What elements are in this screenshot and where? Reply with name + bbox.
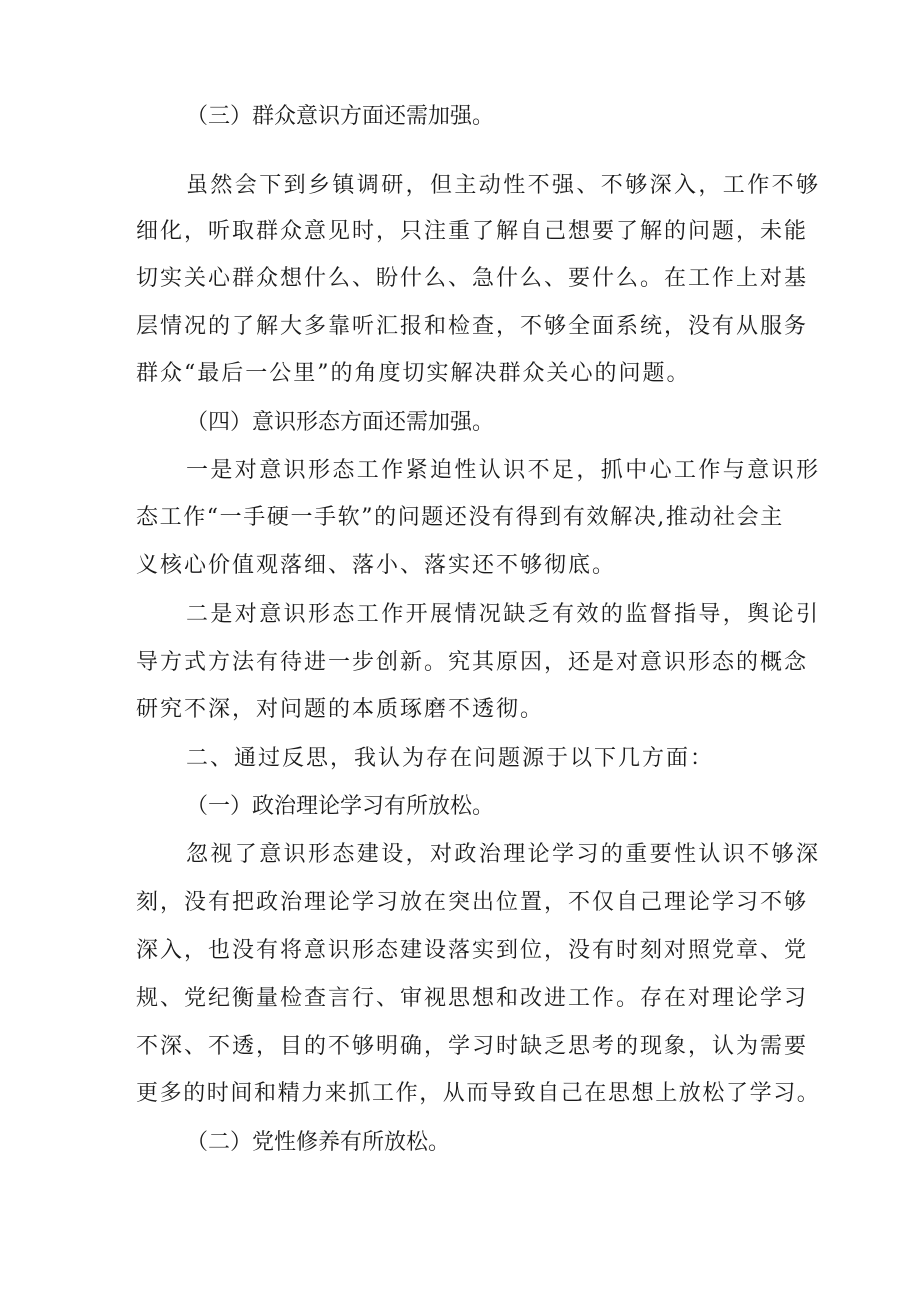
text-line: 群众“最后一公里”的角度切实解决群众关心的问题。 (136, 361, 691, 386)
paragraph-line (0, 166, 920, 206)
text-line: 二、通过反思，我认为存在问题源于以下几方面： (186, 746, 715, 771)
text-line: 层情况的了解大多靠听汇报和检查，不够全面系统，没有从服务 (136, 314, 809, 339)
paragraph-line (0, 259, 920, 299)
text-line: 深入，也没有将意识形态建设落实到位，没有时刻对照党章、党 (136, 938, 809, 963)
text-line: 虽然会下到乡镇调研，但主动性不强、不够深入，工作不够 (186, 173, 821, 198)
text-line: 切实关心群众想什么、盼什么、急什么、要什么。在工作上对基 (136, 266, 809, 291)
paragraph-line (0, 498, 920, 538)
text-line: 义核心价值观落细、落小、落实还不够彻底。 (136, 553, 617, 578)
text-line: 导方式方法有待进一步创新。究其原因，还是对意识形态的概念 (136, 650, 809, 675)
text-line: 二是对意识形态工作开展情况缺乏有效的监督指导，舆论引 (186, 602, 821, 627)
paragraph-line (0, 835, 920, 875)
paragraph-line (0, 931, 920, 971)
text-line: 研究不深，对问题的本质琢磨不透彻。 (136, 697, 545, 722)
paragraph-line (0, 451, 920, 491)
text-line: （二）党性修养有所放松。 (186, 1130, 451, 1155)
text-line: （一）政治理论学习有所放松。 (186, 794, 495, 819)
heading-2-party-spirit (0, 1123, 920, 1163)
paragraph-line (0, 979, 920, 1019)
section-2-heading (0, 739, 920, 779)
text-line: 忽视了意识形态建设，对政治理论学习的重要性认识不够深 (186, 842, 821, 867)
text-line: 规、党纪衡量检查言行、审视思想和改进工作。存在对理论学习 (136, 986, 809, 1011)
text-line: 更多的时间和精力来抓工作，从而导致自己在思想上放松了学习。 (136, 1081, 821, 1106)
paragraph-line (0, 595, 920, 635)
text-line: 不深、不透，目的不够明确，学习时缺乏思考的现象，认为需要 (136, 1034, 809, 1059)
heading-3-mass-awareness (0, 97, 920, 137)
paragraph-line (0, 212, 920, 252)
paragraph-line (0, 883, 920, 923)
paragraph-line (0, 546, 920, 586)
text-line: 刻，没有把政治理论学习放在突出位置，不仅自己理论学习不够 (136, 890, 809, 915)
paragraph-line (0, 690, 920, 730)
text-line: （三）群众意识方面还需加强。 (186, 104, 495, 129)
paragraph-line (0, 1074, 920, 1114)
paragraph-line (0, 307, 920, 347)
text-line: 细化，听取群众意见时，只注重了解自己想要了解的问题，未能 (136, 219, 809, 244)
text-line: 态工作“一手硬一手软”的问题还没有得到有效解决,推动社会主 (136, 505, 784, 530)
paragraph-line (0, 354, 920, 394)
text-line: （四）意识形态方面还需加强。 (186, 410, 495, 435)
text-line: 一是对意识形态工作紧迫性认识不足，抓中心工作与意识形 (186, 458, 821, 483)
paragraph-line (0, 643, 920, 683)
heading-4-ideology (0, 403, 920, 443)
heading-1-theory-study (0, 787, 920, 827)
paragraph-line (0, 1027, 920, 1067)
